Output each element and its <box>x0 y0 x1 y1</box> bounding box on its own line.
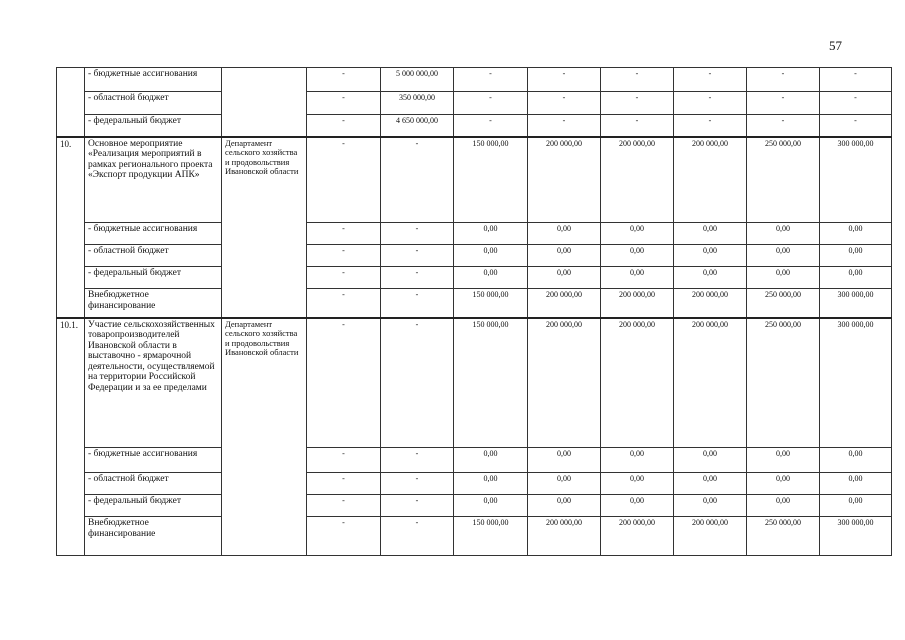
page-number: 57 <box>829 38 842 53</box>
value-cell: 150 000,00 <box>454 137 528 223</box>
value-cell: 0,00 <box>528 495 601 517</box>
value-cell: 0,00 <box>820 473 892 495</box>
value-cell: - <box>307 517 381 556</box>
budget-table <box>56 67 892 556</box>
value-cell: - <box>307 92 381 115</box>
value-cell: - <box>381 473 454 495</box>
value-cell: 200 000,00 <box>528 318 601 448</box>
value-cell: 0,00 <box>820 448 892 473</box>
value-cell: - <box>820 115 892 137</box>
value-cell: - <box>674 68 747 92</box>
table-row <box>57 137 892 223</box>
row-name: - бюджетные ассигнования <box>85 448 222 473</box>
table-row <box>57 68 892 92</box>
value-cell: - <box>307 223 381 245</box>
value-cell: 200 000,00 <box>601 318 674 448</box>
value-cell: 200 000,00 <box>674 289 747 318</box>
value-cell: - <box>820 92 892 115</box>
table-row <box>57 223 892 245</box>
value-cell: 5 000 000,00 <box>381 68 454 92</box>
value-cell: - <box>747 115 820 137</box>
value-cell: 0,00 <box>747 448 820 473</box>
row-name: Участие сельскохозяйственных товаропроизводителей Ивановской области в выставочно - ярмарочной деятельности, осуществляемой на территории Российской Федерации и за ее пределами <box>85 318 222 448</box>
value-cell: 0,00 <box>674 495 747 517</box>
value-cell: - <box>454 92 528 115</box>
value-cell: 150 000,00 <box>454 318 528 448</box>
value-cell: 0,00 <box>674 448 747 473</box>
table-row <box>57 448 892 473</box>
value-cell: 0,00 <box>601 223 674 245</box>
value-cell: 200 000,00 <box>528 517 601 556</box>
value-cell: 0,00 <box>601 448 674 473</box>
table-row <box>57 495 892 517</box>
value-cell: 150 000,00 <box>454 517 528 556</box>
value-cell: 0,00 <box>601 495 674 517</box>
value-cell: - <box>307 289 381 318</box>
value-cell: - <box>601 68 674 92</box>
value-cell: - <box>307 267 381 289</box>
row-name: - областной бюджет <box>85 473 222 495</box>
value-cell: - <box>381 495 454 517</box>
value-cell: 300 000,00 <box>820 318 892 448</box>
value-cell: 0,00 <box>454 267 528 289</box>
value-cell: 0,00 <box>674 223 747 245</box>
value-cell: - <box>454 115 528 137</box>
row-executor: Департамент сельского хозяйства и продовольствия Ивановской области <box>222 318 307 556</box>
value-cell: 0,00 <box>747 267 820 289</box>
value-cell: 300 000,00 <box>820 289 892 318</box>
value-cell: - <box>454 68 528 92</box>
value-cell: - <box>307 137 381 223</box>
value-cell: - <box>381 318 454 448</box>
value-cell: 0,00 <box>601 245 674 267</box>
value-cell: 250 000,00 <box>747 517 820 556</box>
row-number: 10. <box>57 137 85 318</box>
row-name: Внебюджетное финансирование <box>85 517 222 556</box>
row-name: Внебюджетное финансирование <box>85 289 222 318</box>
value-cell: 0,00 <box>747 245 820 267</box>
row-name: - бюджетные ассигнования <box>85 68 222 92</box>
value-cell: - <box>381 245 454 267</box>
value-cell: 0,00 <box>820 267 892 289</box>
row-name: - областной бюджет <box>85 92 222 115</box>
value-cell: - <box>307 448 381 473</box>
row-number <box>57 68 85 137</box>
value-cell: 0,00 <box>747 473 820 495</box>
value-cell: - <box>820 68 892 92</box>
value-cell: 0,00 <box>528 448 601 473</box>
value-cell: 0,00 <box>528 267 601 289</box>
value-cell: 250 000,00 <box>747 318 820 448</box>
value-cell: 300 000,00 <box>820 517 892 556</box>
value-cell: 4 650 000,00 <box>381 115 454 137</box>
table-row <box>57 517 892 556</box>
value-cell: 0,00 <box>747 223 820 245</box>
value-cell: 0,00 <box>454 495 528 517</box>
value-cell: - <box>601 92 674 115</box>
value-cell: - <box>307 115 381 137</box>
value-cell: - <box>381 223 454 245</box>
value-cell: - <box>381 137 454 223</box>
value-cell: 200 000,00 <box>601 517 674 556</box>
row-name: - областной бюджет <box>85 245 222 267</box>
value-cell: 200 000,00 <box>528 137 601 223</box>
value-cell: 200 000,00 <box>528 289 601 318</box>
value-cell: 0,00 <box>601 267 674 289</box>
row-executor: Департамент сельского хозяйства и продовольствия Ивановской области <box>222 137 307 318</box>
value-cell: 0,00 <box>820 495 892 517</box>
value-cell: 0,00 <box>674 473 747 495</box>
value-cell: - <box>674 92 747 115</box>
value-cell: - <box>307 245 381 267</box>
value-cell: 350 000,00 <box>381 92 454 115</box>
value-cell: - <box>674 115 747 137</box>
table-row <box>57 92 892 115</box>
row-name: - бюджетные ассигнования <box>85 223 222 245</box>
value-cell: - <box>747 92 820 115</box>
value-cell: 0,00 <box>820 245 892 267</box>
value-cell: 0,00 <box>454 448 528 473</box>
table-row <box>57 245 892 267</box>
value-cell: 150 000,00 <box>454 289 528 318</box>
value-cell: - <box>528 68 601 92</box>
value-cell: 250 000,00 <box>747 289 820 318</box>
value-cell: - <box>381 267 454 289</box>
value-cell: - <box>381 289 454 318</box>
value-cell: - <box>307 318 381 448</box>
value-cell: 0,00 <box>454 473 528 495</box>
value-cell: - <box>307 68 381 92</box>
row-name: - федеральный бюджет <box>85 115 222 137</box>
value-cell: 200 000,00 <box>674 318 747 448</box>
value-cell: 200 000,00 <box>674 517 747 556</box>
table-row <box>57 115 892 137</box>
row-name: Основное мероприятие «Реализация мероприятий в рамках регионального проекта «Экспорт продукции АПК» <box>85 137 222 223</box>
value-cell: - <box>528 92 601 115</box>
value-cell: - <box>381 517 454 556</box>
value-cell: 0,00 <box>747 495 820 517</box>
value-cell: 0,00 <box>528 473 601 495</box>
value-cell: 0,00 <box>601 473 674 495</box>
value-cell: 0,00 <box>454 223 528 245</box>
row-number: 10.1. <box>57 318 85 556</box>
row-name: - федеральный бюджет <box>85 495 222 517</box>
value-cell: 200 000,00 <box>601 289 674 318</box>
value-cell: 0,00 <box>528 245 601 267</box>
row-executor <box>222 68 307 137</box>
table-row <box>57 289 892 318</box>
value-cell: - <box>307 473 381 495</box>
value-cell: 200 000,00 <box>601 137 674 223</box>
row-name: - федеральный бюджет <box>85 267 222 289</box>
value-cell: - <box>601 115 674 137</box>
value-cell: - <box>747 68 820 92</box>
value-cell: 0,00 <box>674 267 747 289</box>
value-cell: - <box>381 448 454 473</box>
value-cell: 0,00 <box>528 223 601 245</box>
value-cell: 300 000,00 <box>820 137 892 223</box>
value-cell: - <box>307 495 381 517</box>
value-cell: 200 000,00 <box>674 137 747 223</box>
value-cell: 250 000,00 <box>747 137 820 223</box>
value-cell: 0,00 <box>820 223 892 245</box>
value-cell: 0,00 <box>674 245 747 267</box>
value-cell: 0,00 <box>454 245 528 267</box>
table-row <box>57 318 892 448</box>
table-row <box>57 267 892 289</box>
value-cell: - <box>528 115 601 137</box>
table-row <box>57 473 892 495</box>
